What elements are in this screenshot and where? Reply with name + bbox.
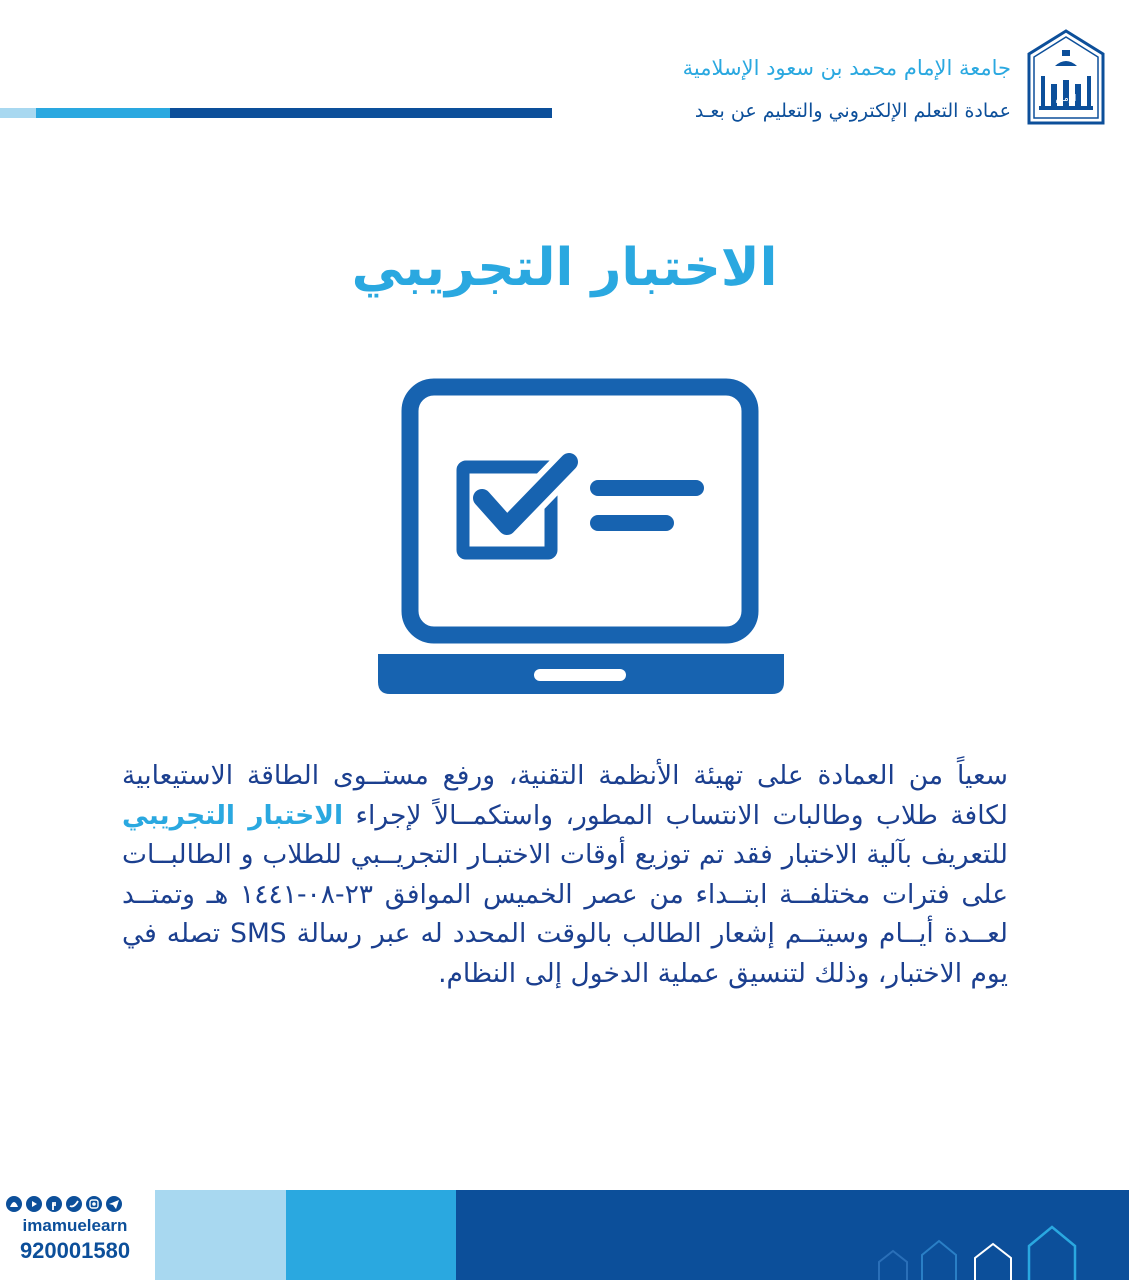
header-stripe-light bbox=[36, 108, 170, 118]
logo-text: الإمام bbox=[1055, 94, 1077, 104]
paragraph-part-1: سعياً من العمادة على تهيئة الأنظمة التقنية، ورفع مستــوى الطاقة الاستيعابية لكافة طلاب وطالبات الانتساب المطور، واستكمــالاً لإجراء bbox=[122, 760, 1009, 831]
page-title: الاختبار التجريبي bbox=[351, 238, 778, 298]
telegram-icon[interactable] bbox=[106, 1196, 122, 1212]
social-handle[interactable]: imamuelearn bbox=[22, 1216, 128, 1235]
footer-house-pattern bbox=[875, 1218, 1129, 1280]
university-name: جامعة الإمام محمد بن سعود الإسلامية bbox=[682, 56, 1011, 80]
paragraph-part-2: للتعريف بآلية الاختبار فقد تم توزيع أوقات الاختبـار التجريــبي للطلاب و الطالبــات على فترات مختلفــة ابتــداء من عصر الخميس الموافق ٢٣-٠٨-١٤٤١ هـ وتمتــد لعــدة أيــام وسيتــم إشعار الطالب بالوقت المحدد له عبر رسالة SMS تصله في يوم الاختبار، وذلك لتنسيق عملية الدخول إلى النظام. bbox=[122, 839, 1009, 989]
twitter-icon[interactable] bbox=[66, 1196, 82, 1212]
laptop-checklist-icon bbox=[376, 378, 786, 698]
university-logo bbox=[1025, 28, 1107, 126]
header-stripe-dark bbox=[170, 108, 552, 118]
youtube-icon[interactable] bbox=[26, 1196, 42, 1212]
social-icons-row bbox=[0, 1193, 140, 1215]
paragraph-highlight: الاختبار التجريبي bbox=[122, 799, 344, 831]
header-stripe-pale bbox=[0, 108, 36, 118]
footer-band-light bbox=[286, 1190, 456, 1280]
facebook-icon[interactable] bbox=[46, 1196, 62, 1212]
snapchat-icon[interactable] bbox=[6, 1196, 22, 1212]
phone-number[interactable]: 920001580 bbox=[19, 1238, 131, 1263]
instagram-icon[interactable] bbox=[86, 1196, 102, 1212]
deanship-name: عمادة التعلم الإلكتروني والتعليم عن بعـد bbox=[694, 100, 1011, 122]
announcement-paragraph bbox=[122, 756, 1008, 993]
footer-band-pale bbox=[155, 1190, 286, 1280]
